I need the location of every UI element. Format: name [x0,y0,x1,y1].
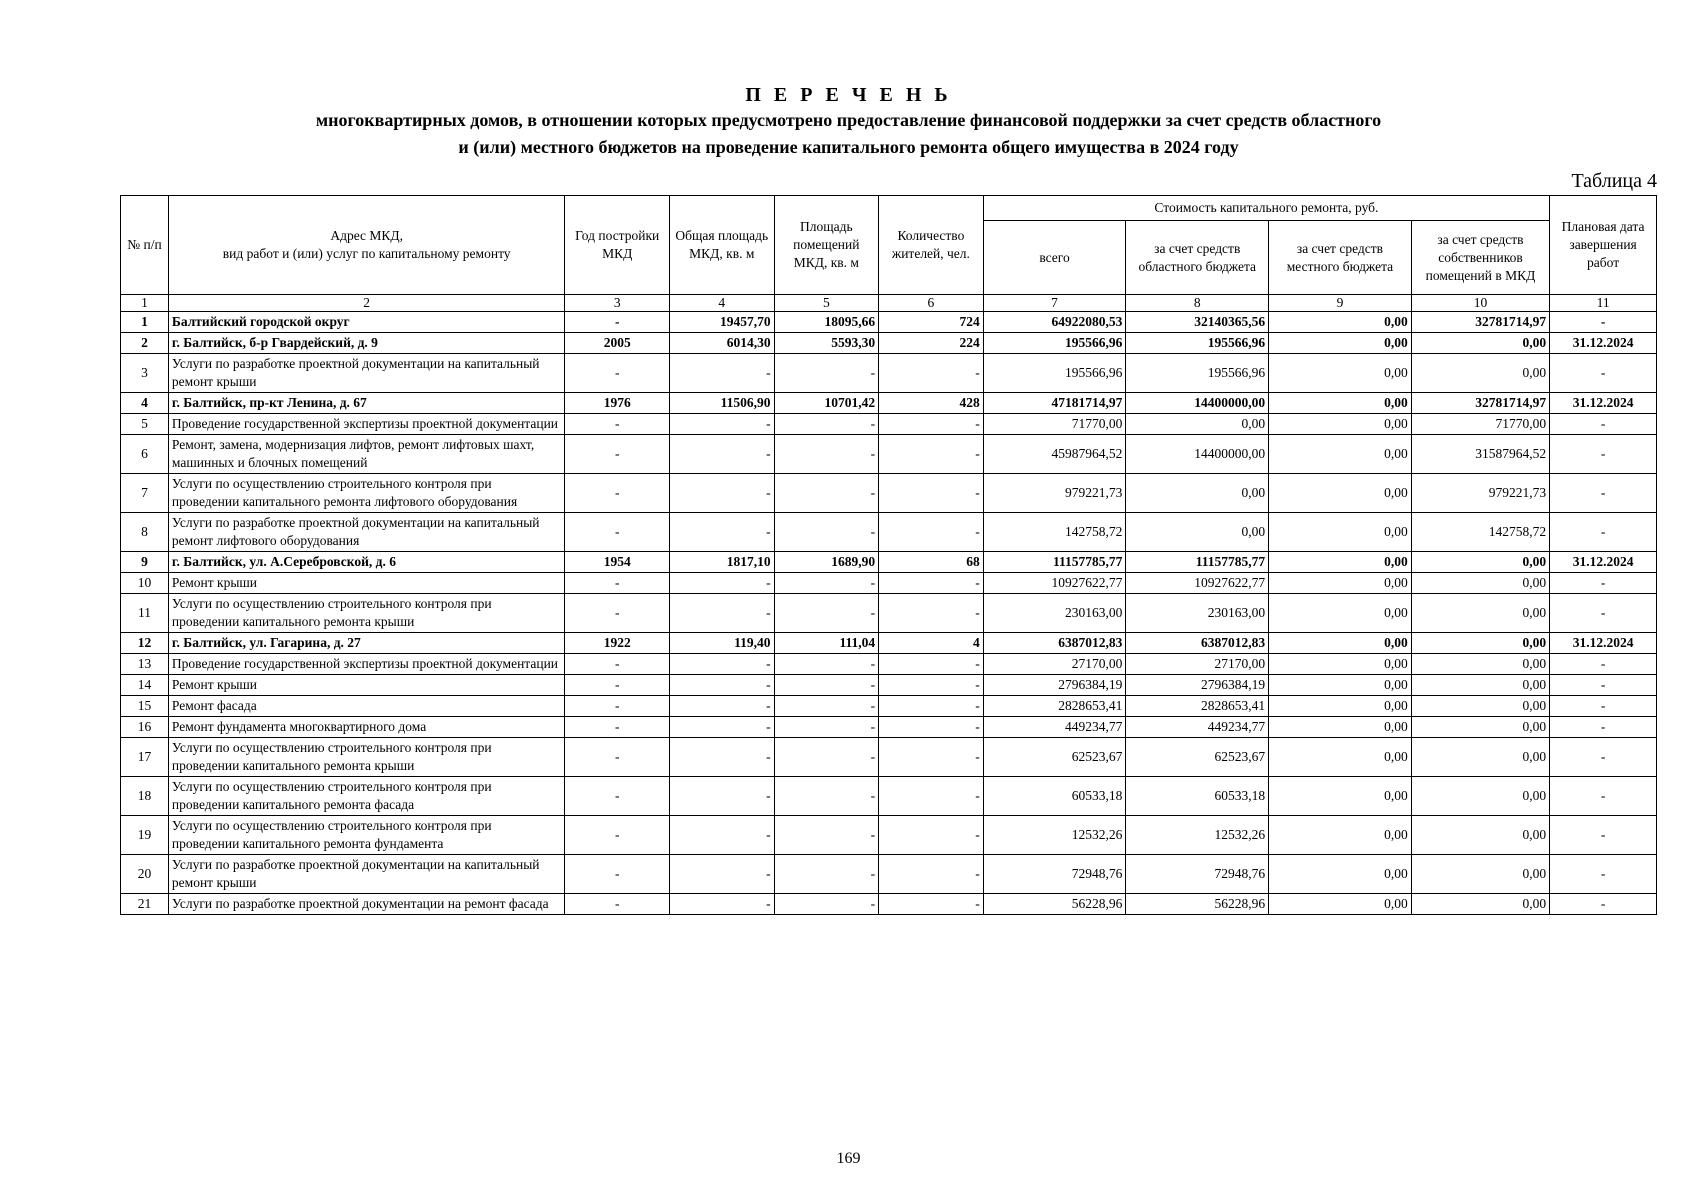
row-room-area: - [774,414,879,435]
row-residents: 224 [879,333,984,354]
row-name: Услуги по осуществлению строительного контроля при проведении капитального ремонта фундамента [168,816,565,855]
row-room-area: - [774,675,879,696]
row-number: 10 [121,573,169,594]
column-number: 1 [121,295,169,312]
row-year: - [565,594,670,633]
row-number: 6 [121,435,169,474]
row-date: 31.12.2024 [1550,393,1657,414]
table-row [121,855,1657,894]
row-residents: - [879,777,984,816]
row-cost-local: 0,00 [1269,513,1412,552]
row-cost-total: 45987964,52 [983,435,1126,474]
row-cost-local: 0,00 [1269,654,1412,675]
row-year: - [565,675,670,696]
row-name: Ремонт крыши [168,573,565,594]
row-name: Ремонт фасада [168,696,565,717]
row-cost-local: 0,00 [1269,414,1412,435]
row-cost-local: 0,00 [1269,333,1412,354]
row-cost-owners: 0,00 [1411,675,1549,696]
header-address: Адрес МКД, вид работ и (или) услуг по капитальному ремонту [168,196,565,295]
row-cost-total: 60533,18 [983,777,1126,816]
row-cost-local: 0,00 [1269,816,1412,855]
row-name: Проведение государственной экспертизы проектной документации [168,654,565,675]
row-number: 16 [121,717,169,738]
row-number: 2 [121,333,169,354]
row-name: Ремонт крыши [168,675,565,696]
row-cost-owners: 32781714,97 [1411,393,1549,414]
row-cost-total: 64922080,53 [983,312,1126,333]
row-total-area: 6014,30 [670,333,775,354]
row-name: г. Балтийск, б-р Гвардейский, д. 9 [168,333,565,354]
row-residents: - [879,435,984,474]
row-name: Услуги по осуществлению строительного контроля при проведении капитального ремонта крыши [168,594,565,633]
row-total-area: 19457,70 [670,312,775,333]
document-subtitle-line-2: и (или) местного бюджетов на проведение капитального ремонта общего имущества в 2024 году [458,137,1239,157]
table-row [121,312,1657,333]
row-residents: - [879,675,984,696]
table-row [121,474,1657,513]
row-cost-local: 0,00 [1269,738,1412,777]
table-row [121,594,1657,633]
row-residents: 428 [879,393,984,414]
row-residents: - [879,738,984,777]
table-row [121,717,1657,738]
row-residents: - [879,654,984,675]
row-date: - [1550,573,1657,594]
row-cost-local: 0,00 [1269,594,1412,633]
row-cost-regional: 2796384,19 [1126,675,1269,696]
row-name: Балтийский городской округ [168,312,565,333]
row-cost-owners: 31587964,52 [1411,435,1549,474]
row-cost-regional: 62523,67 [1126,738,1269,777]
row-cost-owners: 0,00 [1411,354,1549,393]
row-number: 8 [121,513,169,552]
row-cost-total: 10927622,77 [983,573,1126,594]
row-room-area: - [774,717,879,738]
header-cost-owners: за счет средств собственников помещений в МКД [1411,221,1549,295]
row-room-area: - [774,573,879,594]
row-residents: 68 [879,552,984,573]
row-cost-total: 56228,96 [983,894,1126,915]
row-number: 14 [121,675,169,696]
row-cost-owners: 71770,00 [1411,414,1549,435]
row-room-area: 5593,30 [774,333,879,354]
row-name: Ремонт, замена, модернизация лифтов, ремонт лифтовых шахт, машинных и блочных помещений [168,435,565,474]
row-cost-local: 0,00 [1269,354,1412,393]
row-date: - [1550,855,1657,894]
row-cost-owners: 0,00 [1411,816,1549,855]
row-date: 31.12.2024 [1550,333,1657,354]
table-row [121,573,1657,594]
row-year: - [565,816,670,855]
table-row [121,333,1657,354]
table-row [121,552,1657,573]
row-residents: - [879,414,984,435]
row-name: Услуги по разработке проектной документации на капитальный ремонт крыши [168,855,565,894]
row-cost-total: 11157785,77 [983,552,1126,573]
row-cost-local: 0,00 [1269,573,1412,594]
table-row [121,738,1657,777]
row-year: - [565,573,670,594]
row-cost-owners: 0,00 [1411,333,1549,354]
row-cost-total: 62523,67 [983,738,1126,777]
row-residents: 4 [879,633,984,654]
row-cost-owners: 0,00 [1411,573,1549,594]
row-total-area: - [670,474,775,513]
row-cost-regional: 0,00 [1126,474,1269,513]
row-total-area: - [670,777,775,816]
row-cost-regional: 0,00 [1126,414,1269,435]
row-year: - [565,513,670,552]
row-cost-total: 72948,76 [983,855,1126,894]
row-cost-regional: 27170,00 [1126,654,1269,675]
row-total-area: - [670,738,775,777]
row-cost-owners: 0,00 [1411,552,1549,573]
row-total-area: - [670,435,775,474]
row-cost-owners: 0,00 [1411,855,1549,894]
row-number: 9 [121,552,169,573]
table-row [121,894,1657,915]
row-total-area: 119,40 [670,633,775,654]
row-date: - [1550,435,1657,474]
row-cost-owners: 0,00 [1411,594,1549,633]
row-cost-regional: 11157785,77 [1126,552,1269,573]
row-year: 2005 [565,333,670,354]
row-cost-owners: 0,00 [1411,717,1549,738]
row-room-area: 18095,66 [774,312,879,333]
row-total-area: - [670,573,775,594]
page-number: 169 [836,1150,861,1167]
row-total-area: - [670,675,775,696]
row-cost-local: 0,00 [1269,393,1412,414]
column-number: 11 [1550,295,1657,312]
row-number: 21 [121,894,169,915]
row-date: - [1550,513,1657,552]
row-year: - [565,354,670,393]
table-body [121,312,1657,915]
row-number: 3 [121,354,169,393]
header-year: Год постройки МКД [565,196,670,295]
row-residents: - [879,855,984,894]
row-cost-regional: 2828653,41 [1126,696,1269,717]
row-cost-regional: 32140365,56 [1126,312,1269,333]
row-residents: - [879,894,984,915]
table-row [121,777,1657,816]
row-cost-total: 142758,72 [983,513,1126,552]
header-num: № п/п [121,196,169,295]
row-date: - [1550,474,1657,513]
column-number: 3 [565,295,670,312]
row-cost-local: 0,00 [1269,696,1412,717]
row-name: Услуги по разработке проектной документации на ремонт фасада [168,894,565,915]
row-cost-regional: 195566,96 [1126,333,1269,354]
row-total-area: - [670,717,775,738]
row-cost-total: 195566,96 [983,354,1126,393]
row-total-area: - [670,354,775,393]
row-year: - [565,435,670,474]
repair-list-table [120,195,1657,915]
row-name: г. Балтийск, ул. А.Серебровской, д. 6 [168,552,565,573]
row-year: - [565,717,670,738]
row-cost-owners: 0,00 [1411,738,1549,777]
table-row [121,654,1657,675]
column-number: 5 [774,295,879,312]
column-number: 6 [879,295,984,312]
row-residents: - [879,573,984,594]
row-total-area: - [670,816,775,855]
row-total-area: - [670,594,775,633]
row-name: Услуги по разработке проектной документации на капитальный ремонт лифтового оборудования [168,513,565,552]
row-date: 31.12.2024 [1550,633,1657,654]
row-room-area: 1689,90 [774,552,879,573]
row-cost-owners: 0,00 [1411,654,1549,675]
header-total-area: Общая площадь МКД, кв. м [670,196,775,295]
table-row [121,393,1657,414]
row-cost-total: 12532,26 [983,816,1126,855]
row-name: Услуги по осуществлению строительного контроля при проведении капитального ремонта лифтового оборудования [168,474,565,513]
row-total-area: - [670,696,775,717]
row-total-area: 11506,90 [670,393,775,414]
row-cost-total: 6387012,83 [983,633,1126,654]
row-cost-total: 27170,00 [983,654,1126,675]
row-room-area: - [774,654,879,675]
row-date: - [1550,312,1657,333]
row-date: - [1550,675,1657,696]
row-year: - [565,696,670,717]
table-row [121,816,1657,855]
row-cost-total: 2796384,19 [983,675,1126,696]
row-cost-owners: 142758,72 [1411,513,1549,552]
row-number: 7 [121,474,169,513]
column-number: 8 [1126,295,1269,312]
row-date: - [1550,894,1657,915]
row-date: - [1550,738,1657,777]
row-name: г. Балтийск, пр-кт Ленина, д. 67 [168,393,565,414]
document-subtitle-line-1: многоквартирных домов, в отношении которых предусмотрено предоставление финансовой поддержки за счет средств областного [315,110,1382,130]
row-year: - [565,777,670,816]
row-number: 11 [121,594,169,633]
header-residents: Количество жителей, чел. [879,196,984,295]
row-cost-regional: 195566,96 [1126,354,1269,393]
row-cost-regional: 10927622,77 [1126,573,1269,594]
row-year: - [565,855,670,894]
table-label: Таблица 4 [1571,170,1657,192]
row-cost-regional: 14400000,00 [1126,393,1269,414]
row-cost-local: 0,00 [1269,717,1412,738]
row-cost-local: 0,00 [1269,855,1412,894]
row-total-area: 1817,10 [670,552,775,573]
table-row [121,435,1657,474]
row-cost-owners: 0,00 [1411,894,1549,915]
column-number: 10 [1411,295,1549,312]
row-cost-regional: 14400000,00 [1126,435,1269,474]
row-cost-total: 47181714,97 [983,393,1126,414]
header-cost-regional: за счет средств областного бюджета [1126,221,1269,295]
row-cost-local: 0,00 [1269,675,1412,696]
header-cost-group: Стоимость капитального ремонта, руб. [983,196,1549,221]
table-row [121,675,1657,696]
row-cost-total: 230163,00 [983,594,1126,633]
row-cost-regional: 56228,96 [1126,894,1269,915]
row-name: Услуги по осуществлению строительного контроля при проведении капитального ремонта фасада [168,777,565,816]
row-number: 18 [121,777,169,816]
row-residents: - [879,594,984,633]
row-total-area: - [670,414,775,435]
column-number: 7 [983,295,1126,312]
row-room-area: - [774,354,879,393]
row-cost-owners: 0,00 [1411,696,1549,717]
header-cost-local: за счет средств местного бюджета [1269,221,1412,295]
table-row [121,513,1657,552]
row-date: - [1550,654,1657,675]
column-number: 2 [168,295,565,312]
column-number-row [121,295,1657,312]
row-date: - [1550,816,1657,855]
row-cost-local: 0,00 [1269,474,1412,513]
row-cost-local: 0,00 [1269,552,1412,573]
row-cost-regional: 60533,18 [1126,777,1269,816]
row-residents: - [879,354,984,393]
document-title: П Е Р Е Ч Е Н Ь [745,84,952,106]
row-year: 1976 [565,393,670,414]
row-cost-regional: 449234,77 [1126,717,1269,738]
row-name: Проведение государственной экспертизы проектной документации [168,414,565,435]
row-cost-total: 979221,73 [983,474,1126,513]
row-number: 4 [121,393,169,414]
row-residents: - [879,696,984,717]
row-date: 31.12.2024 [1550,552,1657,573]
row-cost-regional: 230163,00 [1126,594,1269,633]
row-room-area: 111,04 [774,633,879,654]
row-date: - [1550,354,1657,393]
row-cost-regional: 0,00 [1126,513,1269,552]
row-cost-local: 0,00 [1269,777,1412,816]
row-residents: - [879,816,984,855]
row-room-area: - [774,513,879,552]
table-row [121,414,1657,435]
row-year: - [565,312,670,333]
row-number: 12 [121,633,169,654]
row-date: - [1550,777,1657,816]
row-total-area: - [670,855,775,894]
row-cost-owners: 32781714,97 [1411,312,1549,333]
row-number: 15 [121,696,169,717]
row-cost-owners: 0,00 [1411,633,1549,654]
row-room-area: 10701,42 [774,393,879,414]
row-room-area: - [774,816,879,855]
row-year: - [565,414,670,435]
row-cost-total: 2828653,41 [983,696,1126,717]
row-name: Услуги по осуществлению строительного контроля при проведении капитального ремонта крыши [168,738,565,777]
row-cost-local: 0,00 [1269,633,1412,654]
row-number: 5 [121,414,169,435]
row-number: 20 [121,855,169,894]
row-cost-total: 195566,96 [983,333,1126,354]
row-year: - [565,474,670,513]
row-date: - [1550,414,1657,435]
row-cost-regional: 6387012,83 [1126,633,1269,654]
row-cost-regional: 72948,76 [1126,855,1269,894]
header-cost-total: всего [983,221,1126,295]
column-number: 4 [670,295,775,312]
row-name: Услуги по разработке проектной документации на капитальный ремонт крыши [168,354,565,393]
row-room-area: - [774,777,879,816]
row-cost-regional: 12532,26 [1126,816,1269,855]
header-date: Плановая дата завершения работ [1550,196,1657,295]
row-cost-total: 71770,00 [983,414,1126,435]
row-residents: 724 [879,312,984,333]
row-cost-owners: 0,00 [1411,777,1549,816]
table-row [121,354,1657,393]
row-number: 17 [121,738,169,777]
table-row [121,633,1657,654]
row-room-area: - [774,855,879,894]
row-cost-local: 0,00 [1269,435,1412,474]
row-year: - [565,738,670,777]
row-date: - [1550,696,1657,717]
column-number: 9 [1269,295,1412,312]
row-year: - [565,654,670,675]
row-name: г. Балтийск, ул. Гагарина, д. 27 [168,633,565,654]
row-room-area: - [774,894,879,915]
row-number: 1 [121,312,169,333]
header-room-area: Площадь помещений МКД, кв. м [774,196,879,295]
row-room-area: - [774,696,879,717]
row-room-area: - [774,594,879,633]
row-year: - [565,894,670,915]
row-date: - [1550,594,1657,633]
row-year: 1922 [565,633,670,654]
row-residents: - [879,513,984,552]
row-number: 13 [121,654,169,675]
row-room-area: - [774,474,879,513]
row-cost-owners: 979221,73 [1411,474,1549,513]
row-total-area: - [670,894,775,915]
row-residents: - [879,474,984,513]
row-date: - [1550,717,1657,738]
row-cost-local: 0,00 [1269,894,1412,915]
table-row [121,696,1657,717]
row-room-area: - [774,435,879,474]
row-number: 19 [121,816,169,855]
row-year: 1954 [565,552,670,573]
row-cost-local: 0,00 [1269,312,1412,333]
row-total-area: - [670,513,775,552]
row-residents: - [879,717,984,738]
row-name: Ремонт фундамента многоквартирного дома [168,717,565,738]
row-room-area: - [774,738,879,777]
row-total-area: - [670,654,775,675]
row-cost-total: 449234,77 [983,717,1126,738]
